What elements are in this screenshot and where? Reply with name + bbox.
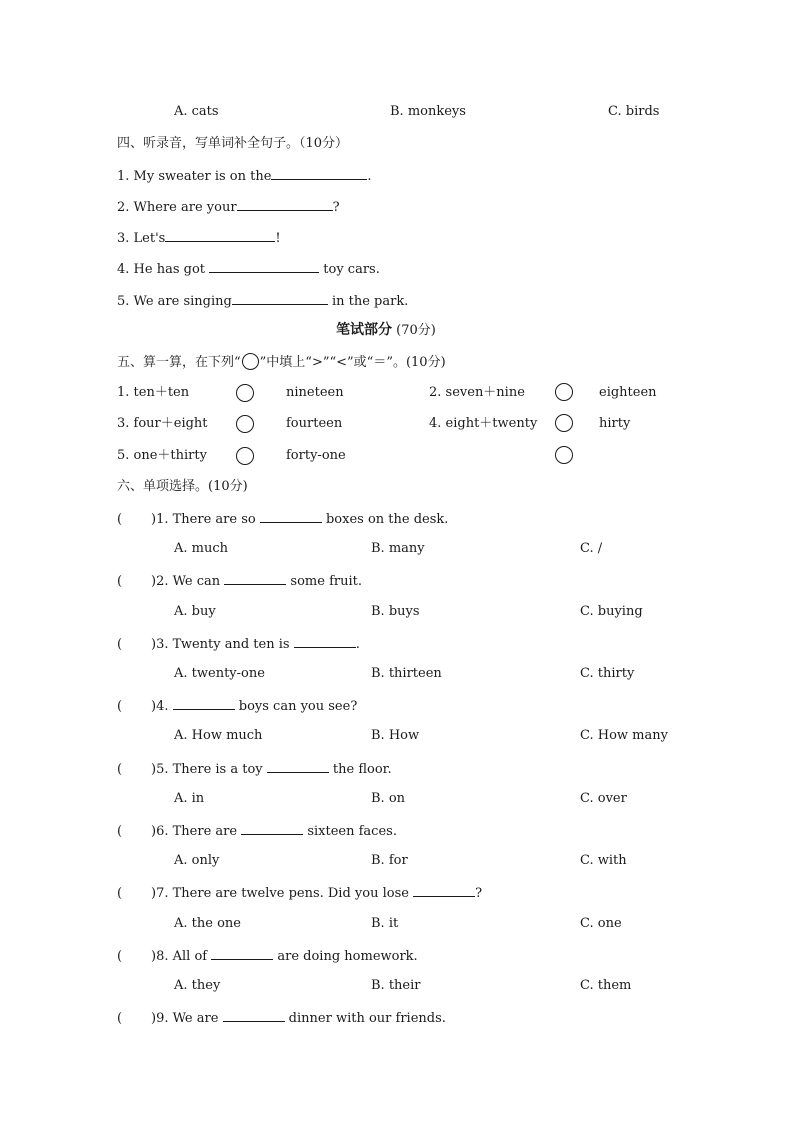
compare-circle[interactable] [236,447,254,465]
question-8 [117,947,418,965]
calc-left-expr: 3. four＋eight [117,416,208,431]
answer-paren[interactable]: ( [117,574,151,589]
answer-blank[interactable] [294,635,356,648]
question-5 [117,760,392,778]
fill-sentence-1 [117,167,372,185]
section-5-title-text: ”中填上“>”“<”或“＝”。(10分) [259,355,446,370]
choice-a[interactable]: A. they [174,978,221,993]
question-4 [117,697,357,715]
question-number: )1. [151,512,169,527]
question-text: Twenty and ten is [172,637,294,652]
answer-paren[interactable]: ( [117,699,151,714]
sentence-text: ? [332,200,340,215]
section-5-title [117,353,446,371]
answer-blank[interactable] [211,947,273,960]
sentence-text: toy cars. [319,262,380,277]
question-number: )2. [151,574,169,589]
choice-c[interactable]: C. with [580,853,627,868]
answer-blank[interactable] [260,510,322,523]
choice-b[interactable]: B. thirteen [371,666,442,681]
question-text: boys can you see? [234,699,358,714]
compare-circle[interactable] [555,446,573,464]
option-c: C. birds [608,104,660,119]
sentence-text: 4. He has got [117,262,210,277]
circle-icon [242,353,259,370]
calc-right-answer: eighteen [599,385,657,400]
written-part-heading [336,322,436,339]
choice-c[interactable]: C. one [580,916,622,931]
question-2 [117,572,362,590]
choice-a[interactable]: A. only [174,853,220,868]
choice-b[interactable]: B. many [371,541,425,556]
answer-paren[interactable]: ( [117,762,151,777]
calc-right-answer: hirty [599,416,631,431]
question-text: boxes on the desk. [321,512,449,527]
question-text: are doing homework. [273,949,418,964]
fill-sentence-3 [117,229,281,247]
choice-b[interactable]: B. their [371,978,421,993]
answer-blank[interactable] [232,292,328,305]
question-number: )6. [151,824,169,839]
question-7 [117,884,482,902]
answer-paren[interactable]: ( [117,949,151,964]
choice-a[interactable]: A. much [174,541,229,556]
answer-blank[interactable] [165,229,275,242]
answer-blank[interactable] [209,260,319,273]
choice-c[interactable]: C. thirty [580,666,635,681]
choice-a[interactable]: A. How much [174,728,263,743]
fill-sentence-4 [117,260,380,278]
question-6 [117,822,397,840]
question-number: )5. [151,762,169,777]
choice-a[interactable]: A. twenty-one [174,666,265,681]
question-text: . [355,637,360,652]
written-part-title: 笔试部分 [336,322,392,338]
option-a: A. cats [174,104,219,119]
choice-a[interactable]: A. the one [174,916,241,931]
section-5-title-text: 五、算一算，在下列“ [117,355,241,370]
choice-c[interactable]: C. / [580,541,603,556]
section-4-title: 四、听录音，写单词补全句子。（10分） [117,136,349,151]
question-number: )4. [151,699,169,714]
fill-sentence-2 [117,198,340,216]
question-3 [117,635,360,653]
calc-left-expr: 5. one＋thirty [117,448,207,463]
sentence-text: ! [275,231,281,246]
question-number: )3. [151,637,169,652]
choice-b[interactable]: B. it [371,916,399,931]
sentence-text: . [367,169,372,184]
answer-paren[interactable]: ( [117,886,151,901]
calc-right-expr: 4. eight＋twenty [429,416,538,431]
answer-paren[interactable]: ( [117,512,151,527]
question-text: the floor. [328,762,392,777]
answer-blank[interactable] [267,760,329,773]
sentence-text: 3. Let's [117,231,166,246]
question-text: dinner with our friends. [284,1011,446,1026]
sentence-text: in the park. [327,294,409,309]
question-text: There is a toy [172,762,267,777]
question-number: )7. [151,886,169,901]
compare-circle[interactable] [236,384,254,402]
question-text: There are so [172,512,260,527]
fill-sentence-5 [117,292,408,310]
choice-b[interactable]: B. on [371,791,406,806]
answer-paren[interactable]: ( [117,637,151,652]
question-text: We can [172,574,225,589]
answer-blank[interactable] [224,572,286,585]
choice-c[interactable]: C. buying [580,604,643,619]
answer-paren[interactable]: ( [117,824,151,839]
question-number: )8. [151,949,169,964]
question-text: There are [172,824,242,839]
answer-blank[interactable] [223,1009,285,1022]
compare-circle[interactable] [236,415,254,433]
calc-left-expr: 1. ten＋ten [117,385,190,400]
answer-blank[interactable] [413,884,475,897]
question-number: )9. [151,1011,169,1026]
calc-left-answer: nineteen [286,385,344,400]
written-part-score: (70分) [396,323,436,338]
calc-right-expr: 2. seven＋nine [429,385,525,400]
choice-b[interactable]: B. How [371,728,420,743]
question-text: There are twelve pens. Did you lose [172,886,414,901]
section-6-title: 六、单项选择。(10分) [117,479,248,494]
answer-blank[interactable] [173,697,235,710]
choice-a[interactable]: A. in [174,791,205,806]
question-text: All of [172,949,212,964]
question-text: sixteen faces. [303,824,397,839]
compare-circle[interactable] [555,414,573,432]
answer-paren[interactable]: ( [117,1011,151,1026]
choice-a[interactable]: A. buy [174,604,216,619]
choice-b[interactable]: B. for [371,853,408,868]
answer-blank[interactable] [271,167,367,180]
question-9 [117,1009,446,1027]
question-1 [117,510,448,528]
choice-c[interactable]: C. over [580,791,627,806]
sentence-text: 2. Where are your [117,200,237,215]
choice-c[interactable]: C. How many [580,728,668,743]
sentence-text: 5. We are singing [117,294,232,309]
option-b: B. monkeys [390,104,466,119]
question-text: We are [172,1011,223,1026]
sentence-text: 1. My sweater is on the [117,169,272,184]
question-text: some fruit. [286,574,362,589]
calc-left-answer: fourteen [286,416,343,431]
choice-c[interactable]: C. them [580,978,632,993]
compare-circle[interactable] [555,383,573,401]
question-text: ? [475,886,483,901]
answer-blank[interactable] [237,198,333,211]
choice-b[interactable]: B. buys [371,604,420,619]
answer-blank[interactable] [241,822,303,835]
calc-left-answer: forty-one [286,448,346,463]
